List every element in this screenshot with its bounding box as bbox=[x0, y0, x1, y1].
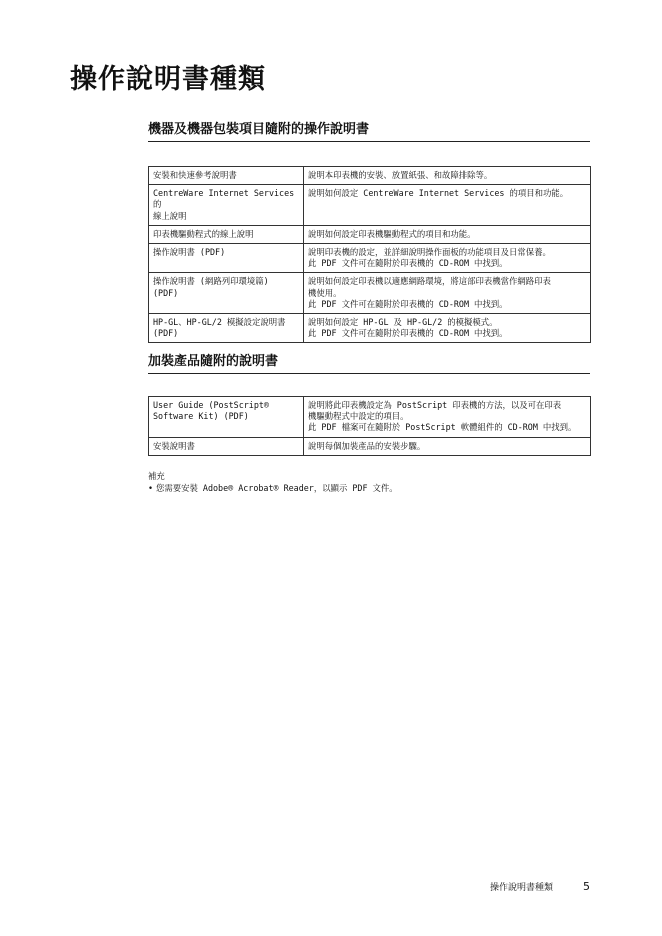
manual-description: 說明如何設定 CentreWare Internet Services 的項目和功能。 bbox=[304, 185, 591, 226]
manual-name: CentreWare Internet Services 的 線上說明 bbox=[149, 185, 304, 226]
footer-label: 操作說明書種類 bbox=[489, 883, 553, 893]
manual-name: 安裝說明書 bbox=[149, 437, 304, 455]
manual-description: 說明如何設定 HP-GL 及 HP-GL/2 的模擬模式。 此 PDF 文件可在隨附於印表機的 CD-ROM 中找到。 bbox=[304, 314, 591, 343]
manual-name: 操作說明書 (網路列印環境篇) (PDF) bbox=[149, 273, 304, 314]
page-title: 操作說明書種類 bbox=[70, 64, 266, 95]
table-row bbox=[149, 437, 591, 455]
table-row bbox=[149, 225, 591, 243]
option-manuals-table bbox=[148, 396, 591, 456]
manual-description: 說明本印表機的安裝、放置紙張、和故障排除等。 bbox=[304, 167, 591, 185]
page-number: 5 bbox=[583, 880, 590, 893]
manual-description: 說明每個加裝產品的安裝步驟。 bbox=[304, 437, 591, 455]
manual-description: 說明印表機的設定，並詳細說明操作面板的功能項目及日常保養。 此 PDF 文件可在隨附於印表機的 CD-ROM 中找到。 bbox=[304, 244, 591, 273]
manual-description: 說明將此印表機設定為 PostScript 印表機的方法，以及可在印表 機驅動程式中設定的項目。 此 PDF 檔案可在隨附於 PostScript 軟體組件的 CD-ROM 中找到。 bbox=[304, 397, 591, 438]
manual-name: User Guide (PostScript® Software Kit) (PDF) bbox=[149, 397, 304, 438]
manual-description: 說明如何設定印表機驅動程式的項目和功能。 bbox=[304, 225, 591, 243]
manual-name: HP-GL、HP-GL/2 模擬設定說明書 (PDF) bbox=[149, 314, 304, 343]
manual-name: 安裝和快速參考說明書 bbox=[149, 167, 304, 185]
note-item bbox=[148, 482, 398, 494]
section-heading-included-manuals: 機器及機器包裝項目隨附的操作說明書 bbox=[148, 122, 590, 142]
supplement-note bbox=[148, 470, 398, 494]
table-row bbox=[149, 244, 591, 273]
table-row bbox=[149, 273, 591, 314]
manual-description: 說明如何設定印表機以適應網路環境，將這部印表機當作網路印表 機使用。 此 PDF 文件可在隨附於印表機的 CD-ROM 中找到。 bbox=[304, 273, 591, 314]
table-row bbox=[149, 167, 591, 185]
table-row bbox=[149, 397, 591, 438]
table-row bbox=[149, 185, 591, 226]
included-manuals-table bbox=[148, 166, 591, 343]
note-label: 補充 bbox=[148, 471, 165, 481]
manual-name: 操作說明書 (PDF) bbox=[149, 244, 304, 273]
note-text: 您需要安裝 Adobe® Acrobat® Reader，以顯示 PDF 文件。 bbox=[156, 483, 398, 493]
page-footer bbox=[490, 880, 590, 893]
section-heading-option-manuals: 加裝產品隨附的說明書 bbox=[148, 354, 590, 374]
table-row bbox=[149, 314, 591, 343]
bullet-icon: • bbox=[148, 483, 154, 493]
manual-name: 印表機驅動程式的線上說明 bbox=[149, 225, 304, 243]
